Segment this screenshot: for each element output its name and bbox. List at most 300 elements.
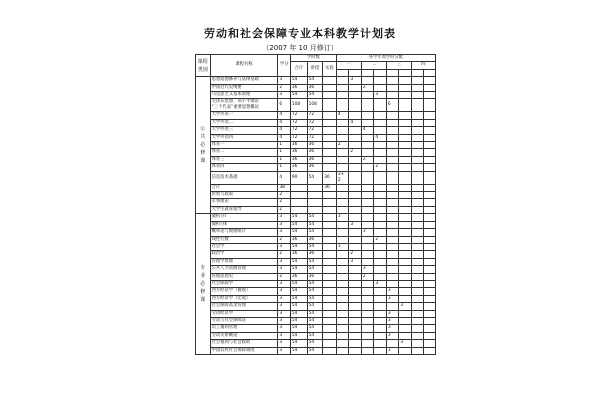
category-char: 修	[200, 289, 206, 296]
lecture-hours-cell: 36	[307, 142, 323, 149]
semester-hours-cell	[399, 206, 412, 213]
semester-hours-cell	[361, 236, 374, 243]
semester-hours-cell	[374, 99, 387, 112]
semester-hours-cell	[411, 84, 424, 91]
course-name-cell: 体育二	[210, 149, 278, 156]
credit-cell: 4	[278, 119, 291, 126]
course-name-cell: 西方经济学（微观）	[210, 288, 278, 295]
credit-cell: 2	[278, 84, 291, 91]
semester-hours-cell	[399, 156, 412, 163]
course-name-cell: 政治学	[210, 251, 278, 258]
semester-hours-cell	[361, 243, 374, 250]
table-row	[196, 112, 436, 119]
experiment-hours-cell	[323, 127, 337, 134]
semester-hours-cell	[411, 303, 424, 310]
table-row	[196, 317, 436, 324]
total-hours-cell: 72	[290, 134, 307, 141]
lecture-hours-cell: 54	[307, 288, 323, 295]
experiment-hours-cell	[323, 266, 337, 273]
table-row	[196, 164, 436, 171]
semester-hours-cell	[399, 84, 412, 91]
header-experiment: 实验	[323, 62, 337, 77]
semester-hours-cell	[386, 243, 399, 250]
semester-hours-cell	[361, 149, 374, 156]
semester-hours-cell	[424, 273, 436, 280]
semester-hours-cell: 2	[374, 164, 387, 171]
semester-hours-cell: 4	[374, 134, 387, 141]
semester-hours-cell	[411, 258, 424, 265]
total-hours-cell: 54	[290, 340, 307, 347]
experiment-hours-cell	[323, 119, 337, 126]
semester-hours-cell	[336, 156, 349, 163]
semester-hours-cell	[399, 310, 412, 317]
total-hours-cell	[290, 192, 307, 199]
lecture-hours-cell: 54	[307, 310, 323, 317]
semester-hours-cell	[411, 310, 424, 317]
semester-hours-cell	[374, 243, 387, 250]
curriculum-table-body	[196, 77, 436, 355]
semester-hours-cell: 3	[386, 325, 399, 332]
course-name-cell: 毛泽东思想、邓小平理论 “三个代表”重要思想概论	[210, 99, 278, 112]
semester-hours-cell	[336, 251, 349, 258]
semester-hours-cell	[399, 199, 412, 206]
semester-hours-cell	[361, 199, 374, 206]
lecture-hours-cell: 54	[307, 171, 323, 184]
credit-cell: 4	[278, 134, 291, 141]
semester-hours-cell	[361, 317, 374, 324]
semester-hours-cell	[386, 127, 399, 134]
credit-cell: 6	[278, 99, 291, 112]
experiment-hours-cell	[323, 236, 337, 243]
total-hours-cell: 36	[290, 149, 307, 156]
lecture-hours-cell: 72	[307, 112, 323, 119]
credit-cell: 3	[278, 221, 291, 228]
semester-hours-cell	[374, 171, 387, 184]
total-hours-cell: 54	[290, 92, 307, 99]
table-row	[196, 295, 436, 302]
lecture-hours-cell	[307, 192, 323, 199]
header-semester-cell	[374, 69, 387, 76]
semester-hours-cell	[424, 92, 436, 99]
lecture-hours-cell	[307, 206, 323, 213]
category-char: 必	[200, 281, 206, 288]
table-row	[196, 258, 436, 265]
semester-hours-cell	[411, 273, 424, 280]
experiment-hours-cell	[323, 243, 337, 250]
table-row	[196, 288, 436, 295]
course-name-cell: 大学外语三	[210, 127, 278, 134]
semester-hours-cell	[386, 214, 399, 221]
lecture-hours-cell: 72	[307, 127, 323, 134]
header-total: 合计	[290, 62, 307, 77]
header-hours: 学时数	[290, 55, 336, 62]
semester-hours-cell	[399, 221, 412, 228]
semester-hours-cell	[374, 273, 387, 280]
semester-hours-cell	[374, 77, 387, 84]
semester-hours-cell	[336, 92, 349, 99]
semester-hours-cell	[336, 206, 349, 213]
course-name-cell: 大学生就业指导	[210, 206, 278, 213]
semester-hours-cell	[336, 266, 349, 273]
experiment-hours-cell	[323, 310, 337, 317]
semester-hours-cell	[411, 92, 424, 99]
semester-hours-cell	[424, 77, 436, 84]
total-hours-cell: 54	[290, 295, 307, 302]
semester-hours-cell	[349, 206, 362, 213]
experiment-hours-cell	[323, 229, 337, 236]
total-hours-cell: 54	[290, 258, 307, 265]
semester-hours-cell	[374, 112, 387, 119]
semester-hours-cell	[349, 325, 362, 332]
experiment-hours-cell	[323, 112, 337, 119]
semester-hours-cell: 2	[349, 251, 362, 258]
semester-hours-cell	[349, 236, 362, 243]
semester-hours-cell	[424, 199, 436, 206]
lecture-hours-cell: 54	[307, 92, 323, 99]
table-row	[196, 221, 436, 228]
credit-cell: 2	[278, 199, 291, 206]
credit-cell: 3	[278, 214, 291, 221]
semester-hours-cell	[424, 206, 436, 213]
semester-hours-cell	[386, 134, 399, 141]
experiment-hours-cell	[323, 164, 337, 171]
semester-hours-cell	[411, 184, 424, 191]
semester-hours-cell	[386, 280, 399, 287]
semester-hours-cell: 3	[386, 288, 399, 295]
total-hours-cell: 54	[290, 221, 307, 228]
semester-hours-cell	[361, 192, 374, 199]
table-row	[196, 303, 436, 310]
semester-hours-cell	[399, 347, 412, 354]
course-name-cell: 思想道德修养与法律基础	[210, 77, 278, 84]
semester-hours-cell: 3	[386, 332, 399, 339]
semester-hours-cell	[386, 192, 399, 199]
course-name-cell: 劳动与社会保障法	[210, 317, 278, 324]
semester-hours-cell	[411, 192, 424, 199]
credit-cell: 3	[278, 243, 291, 250]
semester-hours-cell	[349, 84, 362, 91]
experiment-hours-cell: 36	[323, 171, 337, 184]
lecture-hours-cell: 36	[307, 273, 323, 280]
page-subtitle: （2007 年 10 月修订）	[262, 44, 338, 52]
semester-hours-cell: 3	[386, 347, 399, 354]
semester-hours-cell	[374, 295, 387, 302]
semester-hours-cell	[386, 303, 399, 310]
experiment-hours-cell	[323, 156, 337, 163]
semester-hours-cell	[424, 280, 436, 287]
table-row	[196, 92, 436, 99]
credit-cell: 3	[278, 332, 291, 339]
experiment-hours-cell	[323, 134, 337, 141]
semester-hours-cell	[424, 221, 436, 228]
semester-hours-cell	[386, 171, 399, 184]
semester-hours-cell	[374, 347, 387, 354]
experiment-hours-cell	[323, 92, 337, 99]
semester-hours-cell: 2	[361, 156, 374, 163]
semester-hours-cell	[411, 149, 424, 156]
semester-hours-cell	[399, 325, 412, 332]
semester-hours-cell	[386, 184, 399, 191]
semester-hours-cell	[399, 251, 412, 258]
table-row	[196, 184, 436, 191]
semester-hours-cell	[374, 192, 387, 199]
credit-cell: 3	[278, 229, 291, 236]
semester-hours-cell	[361, 92, 374, 99]
semester-hours-cell	[399, 214, 412, 221]
semester-hours-cell	[411, 280, 424, 287]
lecture-hours-cell	[307, 199, 323, 206]
experiment-hours-cell	[323, 99, 337, 112]
semester-hours-cell	[349, 127, 362, 134]
table-row	[196, 340, 436, 347]
semester-hours-cell	[386, 84, 399, 91]
semester-hours-cell	[411, 295, 424, 302]
credit-cell: 3	[278, 347, 291, 354]
semester-hours-cell	[349, 243, 362, 250]
course-name-cell: 社会保障学	[210, 280, 278, 287]
experiment-hours-cell	[323, 340, 337, 347]
semester-hours-cell	[411, 229, 424, 236]
lecture-hours-cell: 36	[307, 149, 323, 156]
semester-hours-cell	[349, 164, 362, 171]
semester-hours-cell: 3+ 2	[336, 171, 349, 184]
semester-hours-cell	[336, 340, 349, 347]
semester-hours-cell: 6	[386, 99, 399, 112]
credit-cell: 1	[278, 164, 291, 171]
semester-hours-cell	[361, 99, 374, 112]
experiment-hours-cell	[323, 303, 337, 310]
semester-hours-cell	[349, 332, 362, 339]
header-semester-cell	[411, 69, 424, 76]
semester-hours-cell	[361, 142, 374, 149]
semester-hours-cell	[361, 206, 374, 213]
lecture-hours-cell: 36	[307, 84, 323, 91]
category-char: 课	[200, 158, 206, 165]
semester-hours-cell	[424, 295, 436, 302]
semester-hours-cell	[374, 142, 387, 149]
experiment-hours-cell	[323, 142, 337, 149]
semester-hours-cell: 3	[361, 229, 374, 236]
semester-hours-cell	[386, 199, 399, 206]
semester-hours-cell	[424, 171, 436, 184]
credit-cell: 3	[278, 310, 291, 317]
lecture-hours-cell: 72	[307, 134, 323, 141]
table-row	[196, 119, 436, 126]
course-name-cell: 社会学	[210, 243, 278, 250]
total-hours-cell: 54	[290, 347, 307, 354]
total-hours-cell: 54	[290, 243, 307, 250]
total-hours-cell: 54	[290, 303, 307, 310]
semester-hours-cell: 3	[399, 303, 412, 310]
lecture-hours-cell: 54	[307, 229, 323, 236]
semester-hours-cell	[386, 251, 399, 258]
semester-hours-cell	[411, 347, 424, 354]
course-name-cell: 体育一	[210, 142, 278, 149]
semester-hours-cell: 3	[336, 243, 349, 250]
lecture-hours-cell: 54	[307, 295, 323, 302]
semester-hours-cell	[399, 295, 412, 302]
semester-hours-cell	[424, 99, 436, 112]
credit-cell: 4	[278, 112, 291, 119]
total-hours-cell: 54	[290, 288, 307, 295]
table-row	[196, 156, 436, 163]
experiment-hours-cell	[323, 192, 337, 199]
total-hours-cell	[290, 184, 307, 191]
semester-hours-cell: 3	[349, 258, 362, 265]
semester-hours-cell	[374, 156, 387, 163]
semester-hours-cell	[336, 347, 349, 354]
lecture-hours-cell: 54	[307, 280, 323, 287]
experiment-hours-cell	[323, 149, 337, 156]
total-hours-cell: 54	[290, 280, 307, 287]
semester-hours-cell	[399, 119, 412, 126]
credit-cell: 38	[278, 184, 291, 191]
header-semester-cell	[361, 69, 374, 76]
credit-cell: 3	[278, 325, 291, 332]
total-hours-cell: 54	[290, 266, 307, 273]
semester-hours-cell	[336, 288, 349, 295]
semester-hours-cell	[336, 325, 349, 332]
credit-cell: 2	[278, 206, 291, 213]
semester-hours-cell	[349, 229, 362, 236]
semester-hours-cell	[386, 164, 399, 171]
semester-hours-cell	[411, 317, 424, 324]
semester-hours-cell	[424, 251, 436, 258]
semester-hours-cell	[386, 92, 399, 99]
semester-hours-cell: 2	[336, 142, 349, 149]
semester-hours-cell	[336, 273, 349, 280]
semester-hours-cell	[361, 214, 374, 221]
course-name-cell: 微积分Ⅱ	[210, 221, 278, 228]
semester-hours-cell	[411, 134, 424, 141]
semester-hours-cell	[411, 119, 424, 126]
header-course-name: 课程名称	[210, 55, 278, 77]
semester-hours-cell	[336, 164, 349, 171]
table-row	[196, 325, 436, 332]
semester-hours-cell	[399, 280, 412, 287]
semester-hours-cell	[374, 251, 387, 258]
semester-hours-cell	[386, 206, 399, 213]
header-year-2: 二	[361, 62, 386, 69]
semester-hours-cell	[349, 310, 362, 317]
semester-hours-cell: 3	[349, 77, 362, 84]
semester-hours-cell: 2	[361, 84, 374, 91]
semester-hours-cell	[361, 164, 374, 171]
semester-hours-cell	[411, 99, 424, 112]
semester-hours-cell	[374, 199, 387, 206]
header-semester-cell	[349, 69, 362, 76]
semester-hours-cell	[424, 310, 436, 317]
table-row	[196, 192, 436, 199]
semester-hours-cell	[411, 288, 424, 295]
semester-hours-cell	[399, 164, 412, 171]
total-hours-cell: 36	[290, 251, 307, 258]
total-hours-cell: 36	[290, 273, 307, 280]
semester-hours-cell	[361, 184, 374, 191]
total-hours-cell: 54	[290, 77, 307, 84]
semester-hours-cell	[386, 229, 399, 236]
total-hours-cell: 36	[290, 236, 307, 243]
semester-hours-cell: 3	[399, 340, 412, 347]
course-name-cell: 劳动经济学	[210, 310, 278, 317]
header-credit: 学分	[278, 55, 291, 77]
total-hours-cell: 54	[290, 310, 307, 317]
credit-cell: 3	[278, 266, 291, 273]
table-row	[196, 77, 436, 84]
semester-hours-cell	[361, 280, 374, 287]
semester-hours-cell	[336, 221, 349, 228]
total-hours-cell: 54	[290, 325, 307, 332]
semester-hours-cell	[349, 303, 362, 310]
semester-hours-cell	[349, 214, 362, 221]
semester-hours-cell	[424, 112, 436, 119]
semester-hours-cell	[336, 192, 349, 199]
course-name-cell: 管理学原理	[210, 258, 278, 265]
semester-hours-cell	[336, 184, 349, 191]
semester-hours-cell: 3	[336, 214, 349, 221]
semester-hours-cell: 4	[336, 112, 349, 119]
credit-cell: 3	[278, 258, 291, 265]
semester-hours-cell	[336, 332, 349, 339]
category-char: 共	[200, 134, 206, 141]
total-hours-cell: 54	[290, 214, 307, 221]
course-name-cell: 社会福利与社会救助	[210, 340, 278, 347]
semester-hours-cell	[399, 332, 412, 339]
semester-hours-cell	[411, 243, 424, 250]
table-row	[196, 273, 436, 280]
semester-hours-cell	[399, 142, 412, 149]
lecture-hours-cell: 54	[307, 266, 323, 273]
total-hours-cell: 36	[290, 156, 307, 163]
semester-hours-cell: 3	[374, 92, 387, 99]
lecture-hours-cell	[307, 184, 323, 191]
lecture-hours-cell: 54	[307, 340, 323, 347]
total-hours-cell: 36	[290, 84, 307, 91]
experiment-hours-cell	[323, 221, 337, 228]
total-hours-cell: 90	[290, 171, 307, 184]
semester-hours-cell	[411, 325, 424, 332]
course-name-cell: 体育三	[210, 156, 278, 163]
semester-hours-cell	[361, 251, 374, 258]
semester-hours-cell: 3	[349, 221, 362, 228]
semester-hours-cell	[336, 258, 349, 265]
semester-hours-cell	[411, 340, 424, 347]
semester-hours-cell: 2	[349, 149, 362, 156]
semester-hours-cell	[386, 221, 399, 228]
header-year-4: 四	[411, 62, 435, 69]
curriculum-table	[195, 54, 436, 355]
experiment-hours-cell	[323, 214, 337, 221]
semester-hours-cell	[399, 192, 412, 199]
total-hours-cell: 108	[290, 99, 307, 112]
semester-hours-cell	[411, 251, 424, 258]
experiment-hours-cell	[323, 206, 337, 213]
semester-hours-cell	[411, 171, 424, 184]
semester-hours-cell: 3	[386, 295, 399, 302]
table-row	[196, 347, 436, 354]
semester-hours-cell	[336, 317, 349, 324]
semester-hours-cell	[399, 258, 412, 265]
semester-hours-cell	[361, 288, 374, 295]
semester-hours-cell	[399, 288, 412, 295]
semester-hours-cell	[399, 184, 412, 191]
table-row	[196, 149, 436, 156]
category-char: 专	[200, 265, 206, 272]
table-row	[196, 171, 436, 184]
credit-cell: 1	[278, 142, 291, 149]
semester-hours-cell	[424, 288, 436, 295]
table-row	[196, 236, 436, 243]
